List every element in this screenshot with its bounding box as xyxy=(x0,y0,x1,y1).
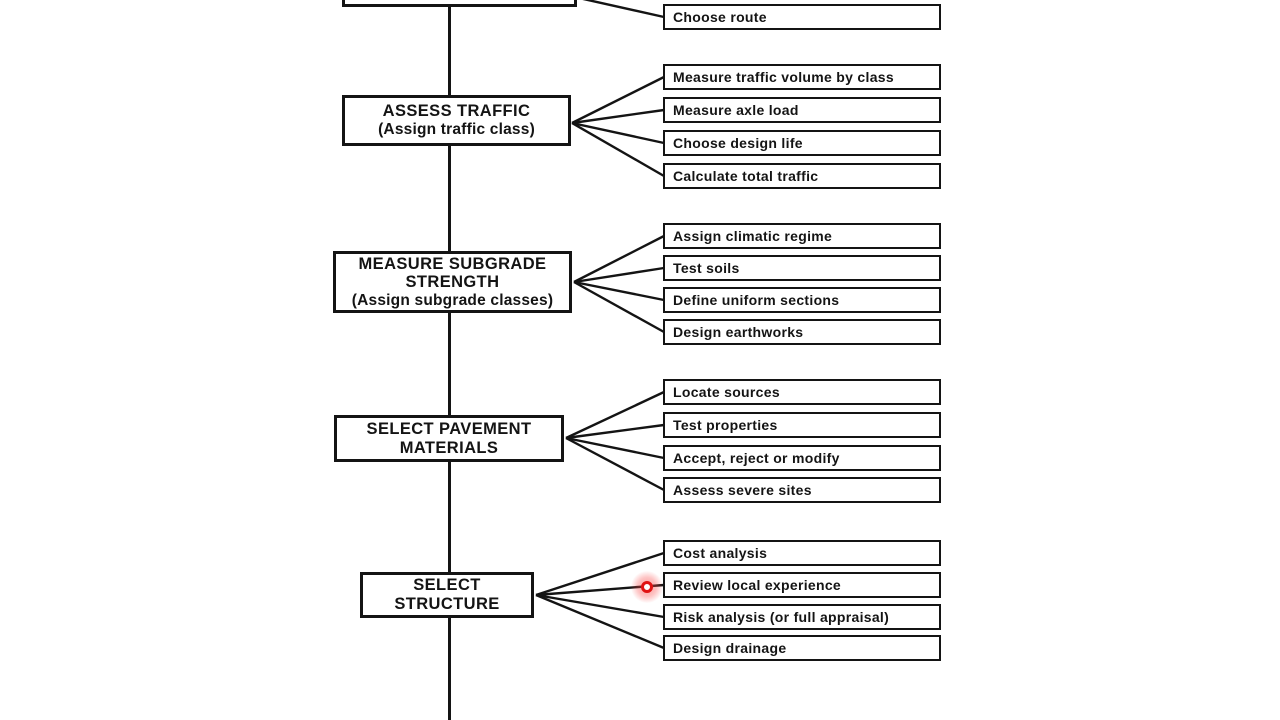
task-label: Assess severe sites xyxy=(673,482,812,498)
stage-label: STRENGTH xyxy=(405,273,500,292)
task-box-design-earthworks xyxy=(663,319,941,345)
connector-line xyxy=(574,282,664,300)
task-label: Calculate total traffic xyxy=(673,168,819,184)
stage-label: SELECT PAVEMENT xyxy=(366,419,532,438)
task-box-measure-axle-load xyxy=(663,97,941,123)
task-box-assign-climatic-regime xyxy=(663,223,941,249)
click-indicator-icon xyxy=(641,581,653,593)
task-box-calculate-total-traffic xyxy=(663,163,941,189)
task-box-choose-design-life xyxy=(663,130,941,156)
task-box-test-properties xyxy=(663,412,941,438)
connector-line xyxy=(566,438,664,458)
task-label: Risk analysis (or full appraisal) xyxy=(673,609,890,625)
task-label: Define uniform sections xyxy=(673,292,840,308)
task-label: Accept, reject or modify xyxy=(673,450,840,466)
stage-box-select-structure xyxy=(360,572,534,618)
task-box-cost-analysis xyxy=(663,540,941,566)
task-box-choose-route xyxy=(663,4,941,30)
task-label: Measure traffic volume by class xyxy=(673,69,894,85)
task-box-assess-severe-sites xyxy=(663,477,941,503)
stage-label: SELECT xyxy=(413,576,481,595)
task-label: Locate sources xyxy=(673,384,780,400)
connector-line xyxy=(572,123,664,143)
stage-sublabel: (Assign traffic class) xyxy=(378,121,535,139)
stage-box-assess-traffic xyxy=(342,95,571,146)
task-box-measure-traffic-volume xyxy=(663,64,941,90)
stage-box-measure-subgrade xyxy=(333,251,572,313)
task-label: Choose design life xyxy=(673,135,803,151)
task-label: Test properties xyxy=(673,417,778,433)
stage-label: MEASURE SUBGRADE xyxy=(358,254,547,273)
task-box-design-drainage xyxy=(663,635,941,661)
task-label: Choose route xyxy=(673,9,767,25)
stage-label: ASSESS TRAFFIC xyxy=(382,102,531,121)
task-box-review-local-experience xyxy=(663,572,941,598)
stage-box-cutoff xyxy=(342,0,577,7)
task-label: Assign climatic regime xyxy=(673,228,833,244)
task-box-test-soils xyxy=(663,255,941,281)
task-box-locate-sources xyxy=(663,379,941,405)
stage-box-select-materials xyxy=(334,415,564,462)
task-label: Design earthworks xyxy=(673,324,804,340)
task-box-define-uniform-sections xyxy=(663,287,941,313)
task-label: Design drainage xyxy=(673,640,787,656)
connector-line xyxy=(574,282,664,332)
task-box-risk-analysis xyxy=(663,604,941,630)
connector-line xyxy=(566,438,664,490)
task-label: Test soils xyxy=(673,260,740,276)
stage-label: STRUCTURE xyxy=(394,595,500,613)
task-label: Review local experience xyxy=(673,577,841,593)
connector-line xyxy=(536,595,664,648)
stage-label: MATERIALS xyxy=(399,438,499,457)
stage-sublabel: (Assign subgrade classes) xyxy=(351,291,554,309)
connector-line xyxy=(572,123,664,176)
task-box-accept-reject-modify xyxy=(663,445,941,471)
task-label: Cost analysis xyxy=(673,545,768,561)
connector-line xyxy=(570,0,664,17)
connector-line xyxy=(536,595,664,617)
task-label: Measure axle load xyxy=(673,102,799,118)
